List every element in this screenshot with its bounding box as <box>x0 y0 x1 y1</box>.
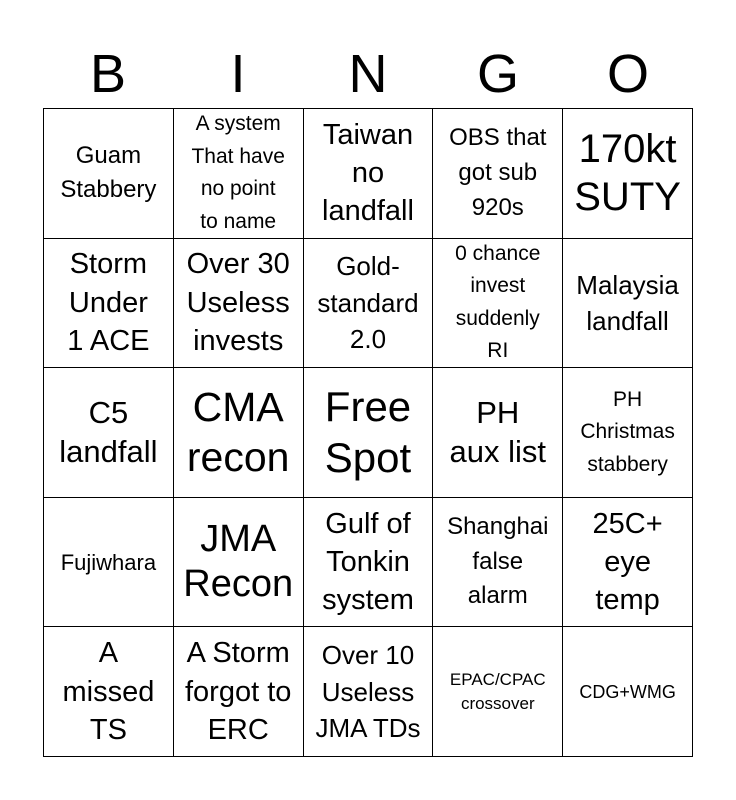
header-letter-o: O <box>606 44 649 104</box>
cell-text: 170kt SUTY <box>574 127 681 220</box>
bingo-cell[interactable] <box>433 498 563 628</box>
cell-text: Over 10 Useless JMA TDs <box>315 640 421 743</box>
cell-text: Taiwan no landfall <box>322 118 414 228</box>
bingo-cell[interactable] <box>44 239 174 369</box>
bingo-cell[interactable] <box>304 498 434 628</box>
bingo-cell[interactable] <box>44 498 174 628</box>
bingo-cell[interactable] <box>563 109 693 239</box>
cell-text: Malaysia landfall <box>576 269 679 336</box>
cell-text: Gold- standard 2.0 <box>317 251 419 355</box>
cell-text: PH aux list <box>449 394 547 470</box>
bingo-cell[interactable] <box>433 627 563 757</box>
cell-text: JMA Recon <box>183 517 294 606</box>
bingo-cell[interactable] <box>563 239 693 369</box>
cell-text: Gulf of Tonkin system <box>322 507 414 617</box>
cell-text: 0 chance invest suddenly RI <box>455 241 541 363</box>
bingo-cell[interactable] <box>304 109 434 239</box>
cell-text: A Storm forgot to ERC <box>184 637 292 746</box>
bingo-cell[interactable] <box>304 627 434 757</box>
header-letter-i: I <box>230 44 246 104</box>
bingo-cell[interactable] <box>44 368 174 498</box>
bingo-cell[interactable] <box>433 368 563 498</box>
bingo-cell[interactable] <box>174 498 304 628</box>
bingo-cell[interactable] <box>44 109 174 239</box>
header-letter-n: N <box>348 44 388 104</box>
bingo-cell[interactable] <box>44 627 174 757</box>
cell-text: Storm Under 1 ACE <box>67 248 150 358</box>
cell-text: PH Christmas stabbery <box>580 387 675 476</box>
cell-text: A missed TS <box>62 637 155 746</box>
header-letter-g: G <box>476 44 519 104</box>
bingo-cell[interactable] <box>174 368 304 498</box>
bingo-cell[interactable] <box>174 627 304 757</box>
bingo-cell[interactable] <box>174 239 304 369</box>
bingo-cell[interactable] <box>433 109 563 239</box>
cell-text: OBS that got sub 920s <box>449 124 547 221</box>
cell-text: CMA recon <box>186 384 290 481</box>
bingo-cell[interactable] <box>174 109 304 239</box>
cell-text: 25C+ eye temp <box>592 507 663 617</box>
cell-text: Free Spot <box>324 382 412 482</box>
free-spot-cell[interactable] <box>304 368 434 498</box>
bingo-cell[interactable] <box>304 239 434 369</box>
bingo-board <box>43 108 693 757</box>
cell-text: EPAC/CPAC crossover <box>449 669 546 713</box>
cell-text: Fujiwhara <box>60 549 157 575</box>
header-letter-b: B <box>89 44 127 104</box>
cell-text: A system That have no point to name <box>191 112 285 233</box>
cell-text: CDG+WMG <box>579 681 676 702</box>
cell-text: Shanghai false alarm <box>447 512 549 610</box>
bingo-cell[interactable] <box>563 498 693 628</box>
bingo-cell[interactable] <box>563 368 693 498</box>
bingo-cell[interactable] <box>563 627 693 757</box>
bingo-cell[interactable] <box>433 239 563 369</box>
cell-text: C5 landfall <box>59 394 158 470</box>
cell-text: Guam Stabbery <box>60 141 157 204</box>
cell-text: Over 30 Useless invests <box>186 248 290 358</box>
bingo-header <box>43 40 693 108</box>
